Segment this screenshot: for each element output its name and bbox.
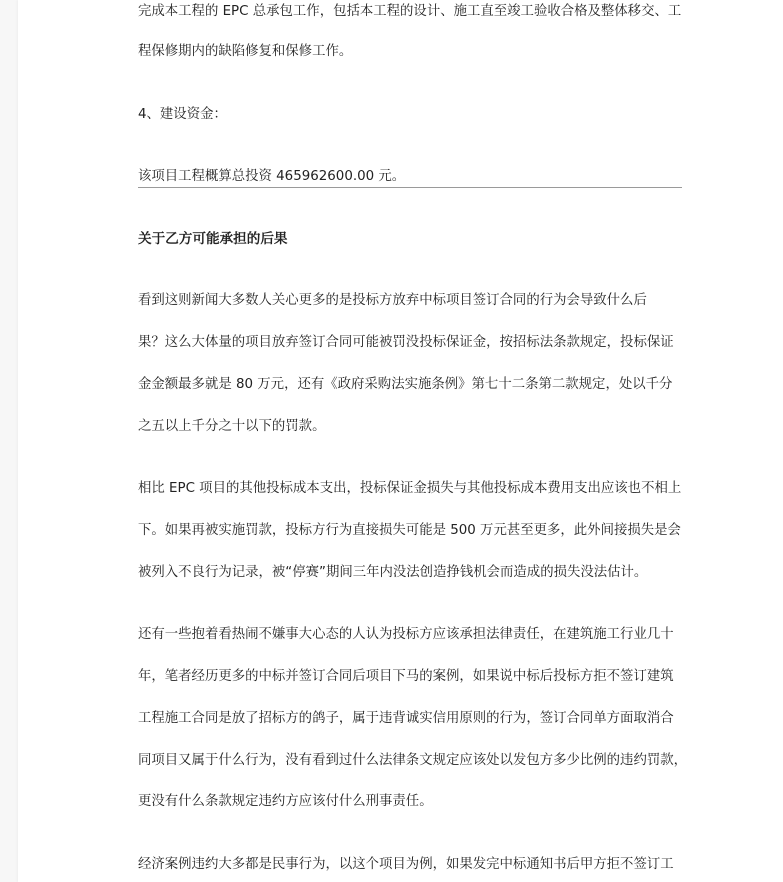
paragraph-line: 完成本工程的 EPC 总承包工作，包括本工程的设计、施工直至竣工验收合格及整体移交、工: [138, 4, 682, 19]
paragraph-line: 之五以上千分之十以下的罚款。: [138, 419, 326, 434]
paragraph-line: 同项目又属于什么行为，没有看到过什么法律条文规定应该处以发包方多少比例的违约罚款，: [138, 753, 688, 768]
paragraph-line: 程保修期内的缺陷修复和保修工作。: [138, 44, 353, 59]
paragraph-line: 工程施工合同是放了招标方的鸽子，属于违背诚实信用原则的行为，签订合同单方面取消合: [138, 711, 674, 726]
paragraph-line: 还有一些抱着看热闹不嫌事大心态的人认为投标方应该承担法律责任，在建筑施工行业几十: [138, 627, 674, 642]
paragraph-line: 经济案例违约大多都是民事行为，以这个项目为例，如果发完中标通知书后甲方拒不签订工: [138, 857, 674, 872]
investment-line: 该项目工程概算总投资 465962600.00 元。: [138, 168, 682, 188]
section-label: 4、建设资金：: [138, 107, 227, 122]
paragraph-line: 果？这么大体量的项目放弃签订合同可能被罚没投标保证金，按招标法条款规定，投标保证: [138, 335, 674, 350]
paragraph-line: 更没有什么条款规定违约方应该付什么刑事责任。: [138, 794, 433, 809]
section-heading: 关于乙方可能承担的后果: [138, 231, 288, 247]
paragraph-line: 金金额最多就是 80 万元，还有《政府采购法实施条例》第七十二条第二款规定，处以千分: [138, 377, 673, 392]
paragraph-line: 下。如果再被实施罚款，投标方行为直接损失可能是 500 万元甚至更多，此外间接损失是会: [138, 523, 681, 538]
paragraph-line: 年，笔者经历更多的中标并签订合同后项目下马的案例，如果说中标后投标方拒不签订建筑: [138, 669, 674, 684]
paragraph-line: 看到这则新闻大多数人关心更多的是投标方放弃中标项目签订合同的行为会导致什么后: [138, 293, 647, 308]
paragraph-line: 相比 EPC 项目的其他投标成本支出，投标保证金损失与其他投标成本费用支出应该也不相上: [138, 481, 682, 496]
document-page: [18, 0, 783, 882]
paragraph-line: 被列入不良行为记录，被“停赛”期间三年内没法创造挣钱机会而造成的损失没法估计。: [138, 565, 648, 580]
